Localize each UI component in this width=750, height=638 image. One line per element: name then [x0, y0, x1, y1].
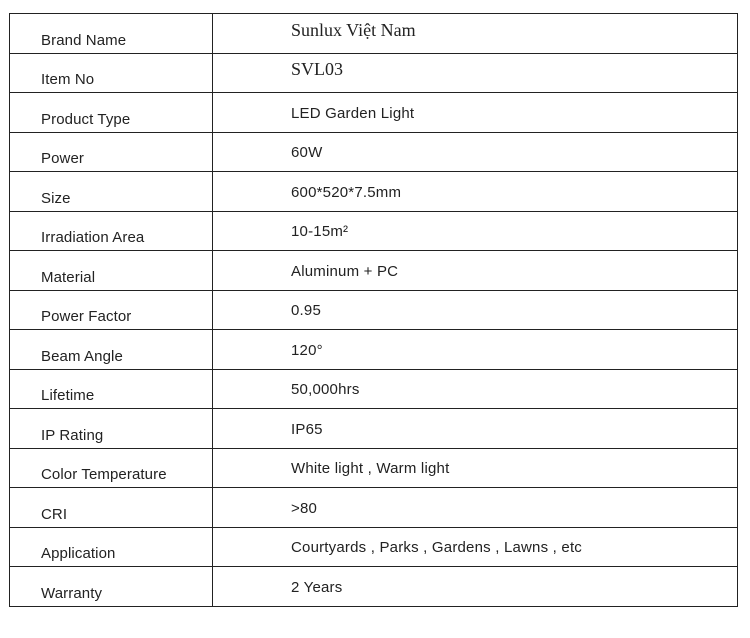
spec-label: CRI [10, 488, 213, 528]
spec-label: Power Factor [10, 290, 213, 330]
spec-row-beam-angle [10, 330, 738, 370]
spec-value: 10-15m² [213, 211, 738, 251]
spec-label: Brand Name [10, 14, 213, 54]
spec-label: Lifetime [10, 369, 213, 409]
spec-label: Beam Angle [10, 330, 213, 370]
spec-label: Application [10, 527, 213, 567]
spec-value: IP65 [213, 409, 738, 449]
spec-value: 0.95 [213, 290, 738, 330]
spec-value: SVL03 [213, 53, 738, 93]
spec-value: 60W [213, 132, 738, 172]
spec-row-cri [10, 488, 738, 528]
spec-row-product-type [10, 93, 738, 133]
spec-value: LED Garden Light [213, 93, 738, 133]
spec-row-power-factor [10, 290, 738, 330]
spec-table-body [10, 14, 738, 607]
spec-label: Warranty [10, 567, 213, 607]
spec-value: Courtyards , Parks , Gardens , Lawns , etc [213, 527, 738, 567]
spec-row-irradiation-area [10, 211, 738, 251]
spec-label: Irradiation Area [10, 211, 213, 251]
spec-value: 50,000hrs [213, 369, 738, 409]
spec-value: 2 Years [213, 567, 738, 607]
spec-label: Size [10, 172, 213, 212]
spec-value: Aluminum + PC [213, 251, 738, 291]
spec-value: >80 [213, 488, 738, 528]
spec-value: 120° [213, 330, 738, 370]
spec-value: Sunlux Việt Nam [213, 14, 738, 54]
spec-row-material [10, 251, 738, 291]
spec-row-brand-name [10, 14, 738, 54]
spec-label: Power [10, 132, 213, 172]
spec-label: Product Type [10, 93, 213, 133]
spec-label: Color Temperature [10, 448, 213, 488]
spec-row-item-no [10, 53, 738, 93]
spec-value: White light , Warm light [213, 448, 738, 488]
spec-row-color-temperature [10, 448, 738, 488]
spec-value: 600*520*7.5mm [213, 172, 738, 212]
spec-row-application [10, 527, 738, 567]
spec-label: IP Rating [10, 409, 213, 449]
spec-row-ip-rating [10, 409, 738, 449]
spec-row-power [10, 132, 738, 172]
spec-table [9, 13, 738, 607]
spec-row-lifetime [10, 369, 738, 409]
spec-row-size [10, 172, 738, 212]
spec-label: Material [10, 251, 213, 291]
spec-row-warranty [10, 567, 738, 607]
spec-label: Item No [10, 53, 213, 93]
